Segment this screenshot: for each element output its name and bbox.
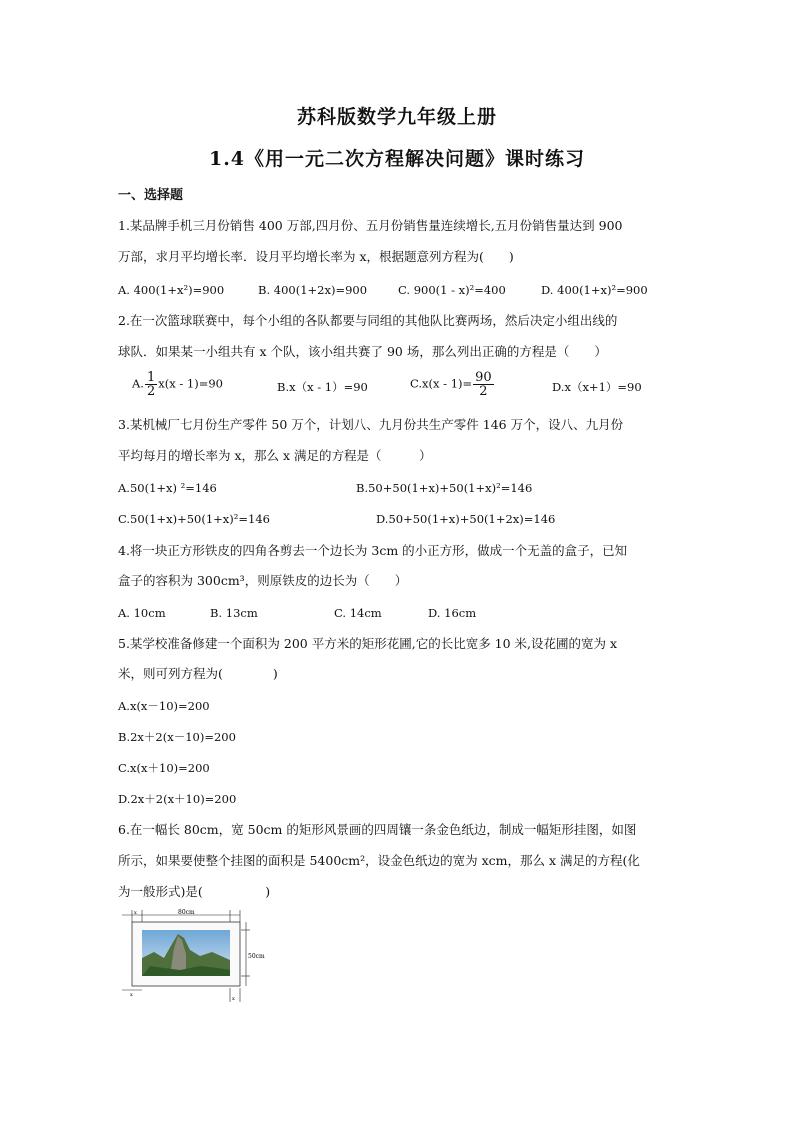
q2-text-line1: 2.在一次篮球联赛中，每个小组的各队都要与同组的其他队比赛两场，然后决定小组出线的 [118,313,618,328]
q1-option-d: D. 400(1+x)²=900 [541,283,648,297]
fraction-denominator: 2 [479,384,488,399]
page-title: 苏科版数学九年级上册 [296,106,497,128]
fraction-numerator: 90 [475,370,492,385]
q5-option-c: C.x(x＋10)=200 [118,761,210,775]
q1-text-line1: 1.某品牌手机三月份销售 400 万部,四月份、五月份销售量连续增长,五月份销售量达到 900 [118,218,623,233]
q2-option-a-rest: x(x - 1)=90 [158,376,223,391]
q2-option-d: D.x（x+1）=90 [552,380,642,394]
fraction-numerator: 1 [146,370,156,385]
q1-option-b: B. 400(1+2x)=900 [258,283,368,297]
q1-option-c: C. 900(1 - x)²=400 [398,283,506,297]
fig-width-label: 80cm [178,909,195,916]
q6-text-line1: 6.在一幅长 80cm，宽 50cm 的矩形风景画的四周镶一条金色纸边，制成一幅矩形挂图，如图 [118,822,637,837]
q6-figure [120,908,270,1004]
q3-option-d: D.50+50(1+x)+50(1+2x)=146 [376,512,556,526]
q2-option-a-fraction [145,371,157,398]
q5-option-a: A.x(x－10)=200 [118,699,210,713]
q3-text-line1: 3.某机械厂七月份生产零件 50 万个，计划八、九月份共生产零件 146 万个，设八、九月份 [118,417,624,432]
fig-x-label-left: x [130,992,133,998]
q2-text-line2: 球队．如果某一小组共有 x 个队，该小组共赛了 90 场，那么列出正确的方程是（ ） [118,344,607,359]
section-heading: 一、选择题 [118,188,184,203]
q2-option-a-prefix: A. [132,376,144,391]
q4-option-a: A. 10cm [118,606,166,620]
q5-text-line2: 米，则可列方程为( ) [118,666,278,681]
q5-option-d: D.2x＋2(x＋10)=200 [118,792,237,806]
q2-option-c-fraction [473,371,494,398]
q1-option-a: A. 400(1+x²)=900 [118,283,225,297]
q2-option-b: B.x（x - 1）=90 [277,380,368,394]
q2-option-c-prefix: C.x(x - 1)= [410,376,473,391]
q4-option-b: B. 13cm [210,606,258,620]
q4-option-d: D. 16cm [428,606,477,620]
q1-text-line2: 万部，求月平均增长率．设月平均增长率为 x，根据题意列方程为( ) [118,249,514,264]
fig-x-label-top: x [134,910,137,916]
q4-text-line2: 盒子的容积为 300cm³，则原铁皮的边长为（ ） [118,573,408,588]
q5-text-line1: 5.某学校准备修建一个面积为 200 平方米的矩形花圃,它的长比宽多 10 米,设花圃的宽为 x [118,636,618,651]
q4-option-c: C. 14cm [334,606,382,620]
q2-option-c [410,371,495,398]
q2-option-a [132,371,223,398]
fig-height-label: 50cm [248,953,265,960]
page-subtitle: 1.4《用一元二次方程解决问题》课时练习 [208,148,586,170]
q6-text-line2: 所示，如果要使整个挂图的面积是 5400cm²，设金色纸边的宽为 xcm，那么 x 满足的方程(化 [118,853,640,868]
fig-x-label-bottom: x [232,996,235,1002]
q3-option-a: A.50(1+x) ²=146 [118,481,217,495]
fraction-denominator: 2 [146,384,156,399]
q4-text-line1: 4.将一块正方形铁皮的四角各剪去一个边长为 3cm 的小正方形，做成一个无盖的盒子，已知 [118,543,628,558]
q6-text-line3: 为一般形式)是( ) [118,884,271,899]
q3-option-c: C.50(1+x)+50(1+x)²=146 [118,512,270,526]
q3-text-line2: 平均每月的增长率为 x，那么 x 满足的方程是（ ） [118,448,432,463]
q5-option-b: B.2x＋2(x－10)=200 [118,730,236,744]
q3-option-b: B.50+50(1+x)+50(1+x)²=146 [356,481,533,495]
